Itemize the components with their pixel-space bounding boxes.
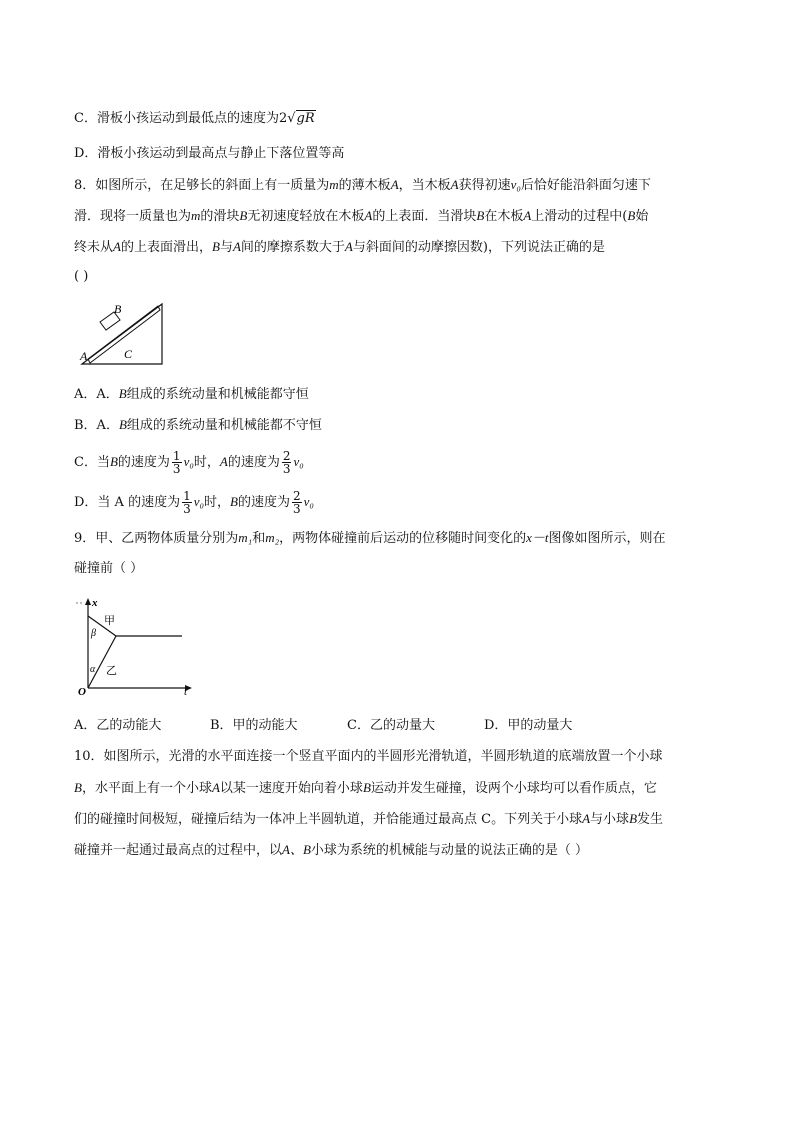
q7-option-c: C．滑板小孩运动到最低点的速度为2√gR (74, 111, 315, 126)
q8-option-b: B．A．B组成的系统动量和机械能都不守恒 (74, 417, 322, 433)
q8-line-2: 滑．现将一质量也为m的滑块B无初速度轻放在木板A的上表面．当滑块B在木板A上滑动的过程中(B始 (74, 208, 649, 224)
fraction-two-thirds: $\frac{2}{3}$ (293, 489, 301, 516)
y-axis-arrow (85, 598, 91, 605)
q8-option-c: C．当B的速度为 $\frac{1}{3}$ v₀时，A的速度为 $\frac{2}{3}$ v₀ (74, 449, 304, 476)
sqrt-expression: √gR (287, 111, 315, 126)
q7-option-d: D．滑板小孩运动到最高点与静止下落位置等高 (74, 146, 345, 161)
line-yi (88, 636, 116, 688)
q10-line-4: 碰撞并一起通过最高点的过程中，以A、B小球为系统的机械能与动量的说法正确的是（ ） (74, 842, 589, 858)
label-a: A (80, 349, 88, 363)
q8-option-d: D．当 A 的速度为 $\frac{1}{3}$ v₀时，B的速度为 $\frac{2}{3}$ v₀ (74, 489, 314, 516)
q10-line-2: B，水平面上有一个小球A以某一速度开始向着小球B运动并发生碰撞，设两个小球均可以看作质点，它 (74, 780, 657, 796)
q9-option-b: B．甲的动能大 (210, 718, 298, 733)
label-beta: β (91, 628, 96, 639)
q8-line-3: 终未从A的上表面滑出，B与A间的摩擦系数大于A与斜面间的动摩擦因数)，下列说法正确的是 (74, 239, 605, 255)
q9-option-c: C．乙的动量大 (347, 718, 435, 733)
label-t: t (184, 686, 188, 696)
label-x: x (92, 597, 98, 609)
q10-line-3: 们的碰撞时间极短，碰撞后结为一体冲上半圆轨道，并恰能通过最高点 C。下列关于小球A与小球B发生 (74, 811, 664, 827)
q9-option-a: A．乙的动能大 (74, 718, 162, 733)
label-b: B (114, 302, 122, 316)
fraction-one-third: $\frac{1}{3}$ (183, 489, 191, 516)
label-c: C (124, 347, 133, 361)
label-origin: O (78, 686, 86, 696)
q9-option-d: D．甲的动量大 (484, 718, 573, 733)
label-yi: 乙 (106, 665, 117, 677)
q9-options (74, 717, 674, 735)
q9-xt-graph (74, 596, 198, 696)
q8-line-1: 8．如图所示，在足够长的斜面上有一质量为m的薄木板A，当木板A获得初速v₀后恰好能沿斜面匀速下 (74, 177, 651, 193)
q9-line-2: 碰撞前（ ） (74, 561, 144, 576)
q10-line-1: 10．如图所示，光滑的水平面连接一个竖直平面内的半圆形光滑轨道，半圆形轨道的底端放置一个小球 (74, 749, 663, 764)
label-alpha: α (90, 664, 96, 675)
fraction-two-thirds: $\frac{2}{3}$ (282, 449, 291, 476)
q8-answer-bracket: ( ) (74, 269, 89, 284)
fraction-one-third: $\frac{1}{3}$ (172, 449, 181, 476)
q8-option-a: A．A．B组成的系统动量和机械能都守恒 (74, 386, 309, 402)
q9-line-1: 9．甲、乙两物体质量分别为m₁和m₂，两物体碰撞前后运动的位移随时间变化的x－t图像如图所示，则在 (74, 530, 666, 546)
q8-incline-figure (74, 294, 170, 370)
label-jia: 甲 (104, 615, 115, 627)
